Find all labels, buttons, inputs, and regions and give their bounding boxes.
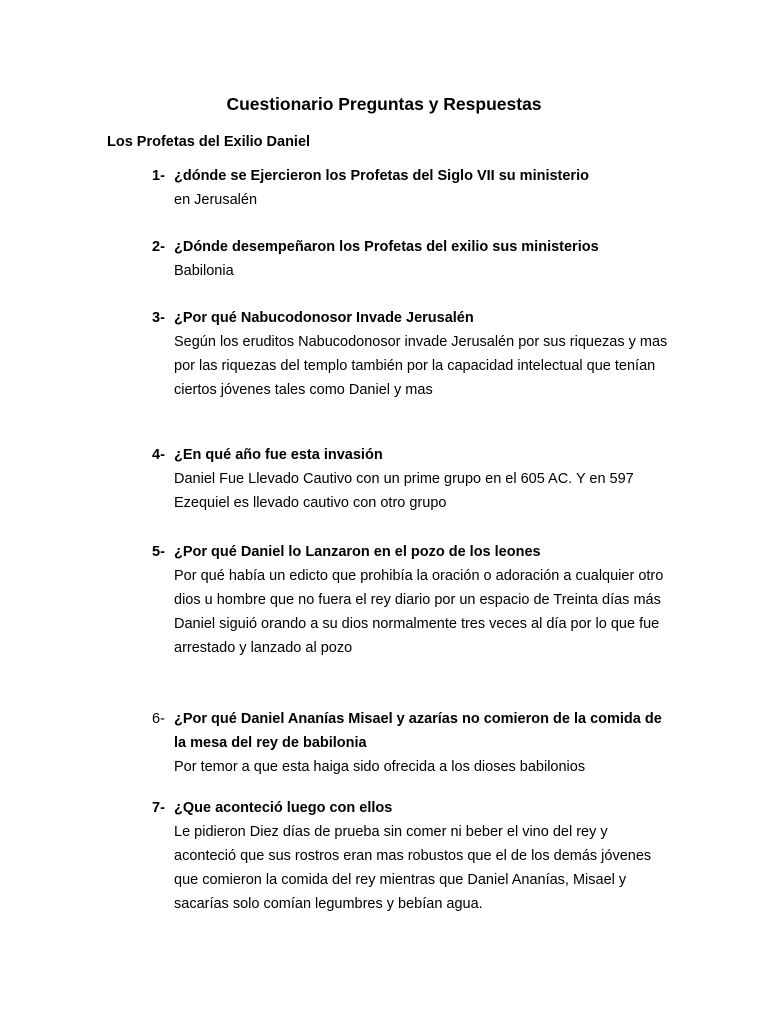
question-number: 3-: [152, 310, 165, 326]
answer-text: Le pidieron Diez días de prueba sin comer ni beber el vino del rey y aconteció que sus rostros eran mas robustos que el de los demás jóvenes que comieron la comida del rey mientras que Daniel Ananías, Misael y sacarías solo comían legumbres y bebían agua.: [174, 824, 652, 912]
answer-text: en Jerusalén: [174, 192, 258, 208]
qa-item-5: [152, 540, 672, 660]
answer-text: Por temor a que esta haiga sido ofrecida a los dioses babilonios: [174, 759, 586, 775]
question-text: ¿Dónde desempeñaron los Profetas del exilio sus ministerios: [174, 239, 599, 255]
qa-item-2: [152, 235, 672, 283]
question-number: 7-: [152, 800, 165, 816]
answer-text: Daniel Fue Llevado Cautivo con un prime grupo en el 605 AC. Y en 597 Ezequiel es llevado cautivo con otro grupo: [174, 471, 634, 511]
question-text: ¿dónde se Ejercieron los Profetas del Siglo VII su ministerio: [174, 168, 589, 184]
section-heading: Los Profetas del Exilio Daniel: [107, 134, 311, 150]
qa-item-6: [152, 707, 672, 779]
question-text: ¿Por qué Nabucodonosor Invade Jerusalén: [174, 310, 474, 326]
question-text: ¿Por qué Daniel lo Lanzaron en el pozo de los leones: [174, 544, 541, 560]
question-number: 1-: [152, 168, 165, 184]
qa-item-3: [152, 306, 672, 402]
question-number: 2-: [152, 239, 165, 255]
qa-item-4: [152, 443, 672, 515]
question-number: 6-: [152, 711, 165, 727]
qa-item-1: [152, 164, 672, 212]
answer-text: Babilonia: [174, 263, 234, 279]
question-number: 5-: [152, 544, 165, 560]
qa-item-7: [152, 796, 672, 916]
question-text: ¿Por qué Daniel Ananías Misael y azarías no comieron de la comida de la mesa del rey de babilonia: [174, 711, 662, 751]
answer-text: Por qué había un edicto que prohibía la oración o adoración a cualquier otro dios u hombre que no fuera el rey diario por un espacio de Treinta días más Daniel siguió orando a su dios normalmente tres veces al día por lo que fue arrestado y lanzado al pozo: [174, 568, 664, 656]
answer-text: Según los eruditos Nabucodonosor invade Jerusalén por sus riquezas y mas por las riquezas del templo también por la capacidad intelectual que tenían ciertos jóvenes tales como Daniel y mas: [174, 334, 668, 398]
question-text: ¿Que aconteció luego con ellos: [174, 800, 393, 816]
question-number: 4-: [152, 447, 165, 463]
question-text: ¿En qué año fue esta invasión: [174, 447, 383, 463]
document-title: Cuestionario Preguntas y Respuestas: [226, 94, 542, 114]
